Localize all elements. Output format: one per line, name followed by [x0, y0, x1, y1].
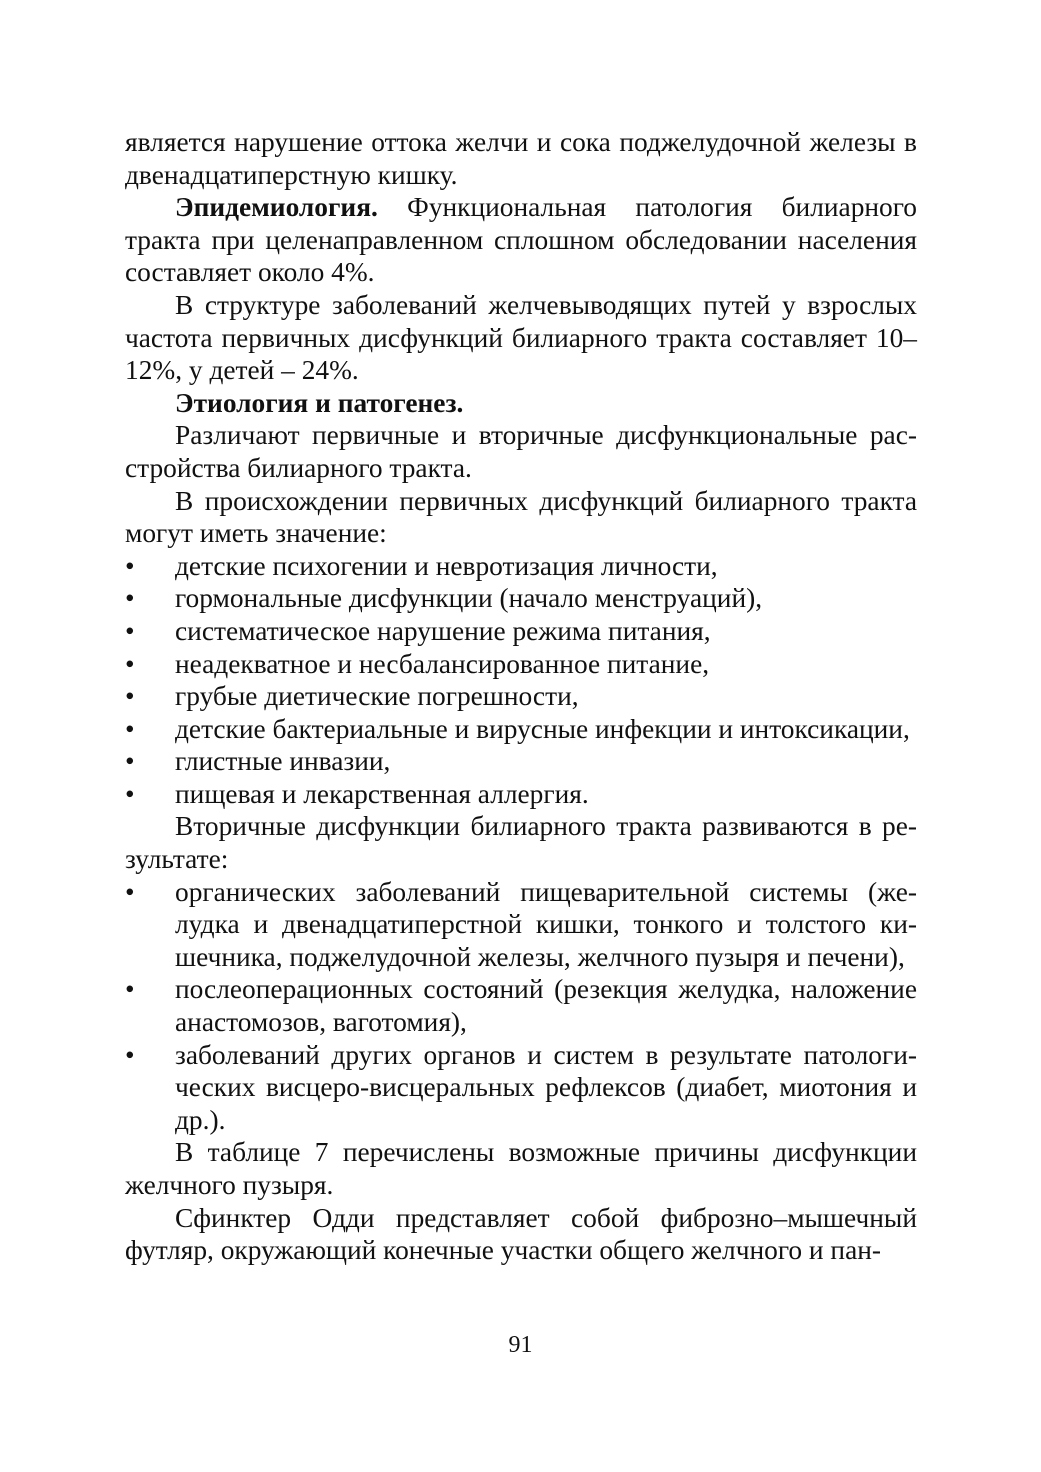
paragraph-intro: является нарушение оттока желчи и сока поджелудочной железы в двенадцатиперстную кишку.: [125, 127, 917, 190]
list-item: • детские психогении и невротизация личности,: [125, 550, 718, 581]
bullet-icon: •: [125, 583, 135, 614]
list-item: • органических заболеваний пищеварительной системы (желудка и двенадцатиперстной кишки, тонкого и толстого кишечника, поджелудочной железы, желчного пузыря и печени),: [125, 876, 917, 972]
paragraph-distinguish: Различают первичные и вторичные дисфункциональные расстройства билиарного тракта.: [125, 420, 917, 483]
bullet-icon: •: [125, 974, 135, 1005]
paragraph-secondary: Вторичные дисфункции билиарного тракта развиваются в результате:: [125, 811, 917, 875]
list-item: • заболеваний других органов и систем в результате патологических висцеро-висцеральных рефлексов (диабет, миотония и др.).: [125, 1039, 917, 1135]
list-item: • гормональные дисфункции (начало менструаций),: [125, 583, 763, 614]
list-item: • детские бактериальные и вирусные инфекции и интоксикации,: [125, 713, 910, 744]
paragraph-primary-origin: В происхождении первичных дисфункций билиарного тракта могут иметь значение:: [125, 485, 917, 549]
list-secondary-causes: [125, 876, 917, 1137]
paragraph-table-reference: В таблице 7 перечислены возможные причины дисфункции желчного пузыря.: [125, 1137, 917, 1200]
paragraph-epidemiology: [125, 191, 917, 289]
page-body: [125, 126, 917, 1267]
epidemiology-text: Функциональная патология билиарного тракта при целенаправленном сплошном обследовании населения составляет около 4%.: [125, 192, 917, 288]
list-item: • неадекватное и несбалансированное питание,: [125, 648, 710, 679]
heading-etiology: Этиология и патогенез.: [175, 387, 464, 418]
paragraph-structure: В структуре заболеваний желчевыводящих путей у взрослых частота первичных дисфункций билиарного тракта составляет 10–12%, у детей – 24%.: [125, 289, 917, 386]
bullet-icon: •: [125, 876, 135, 907]
page-number: 91: [508, 1332, 533, 1358]
bullet-icon: •: [125, 746, 135, 777]
list-item: • глистные инвазии,: [125, 746, 391, 777]
bullet-icon: •: [125, 615, 135, 646]
bullet-icon: •: [125, 1039, 135, 1070]
bullet-icon: •: [125, 648, 135, 679]
heading-epidemiology: Эпидемиология.: [175, 192, 378, 223]
list-item: • систематическое нарушение режима питания,: [125, 615, 711, 646]
bullet-icon: •: [125, 713, 135, 744]
list-item: • грубые диетические погрешности,: [125, 681, 579, 712]
paragraph-sphincter: Сфинктер Одди представляет собой фиброзно–мышечный футляр, окружающий конечные участки общего желчного и пан-: [125, 1202, 917, 1266]
bullet-icon: •: [125, 681, 135, 712]
list-item: • пищевая и лекарственная аллергия.: [125, 778, 589, 809]
list-item: • послеоперационных состояний (резекция желудка, наложение анастомозов, ваготомия),: [125, 974, 917, 1038]
bullet-icon: •: [125, 778, 135, 809]
list-primary-causes: [125, 550, 917, 811]
bullet-icon: •: [125, 550, 135, 581]
